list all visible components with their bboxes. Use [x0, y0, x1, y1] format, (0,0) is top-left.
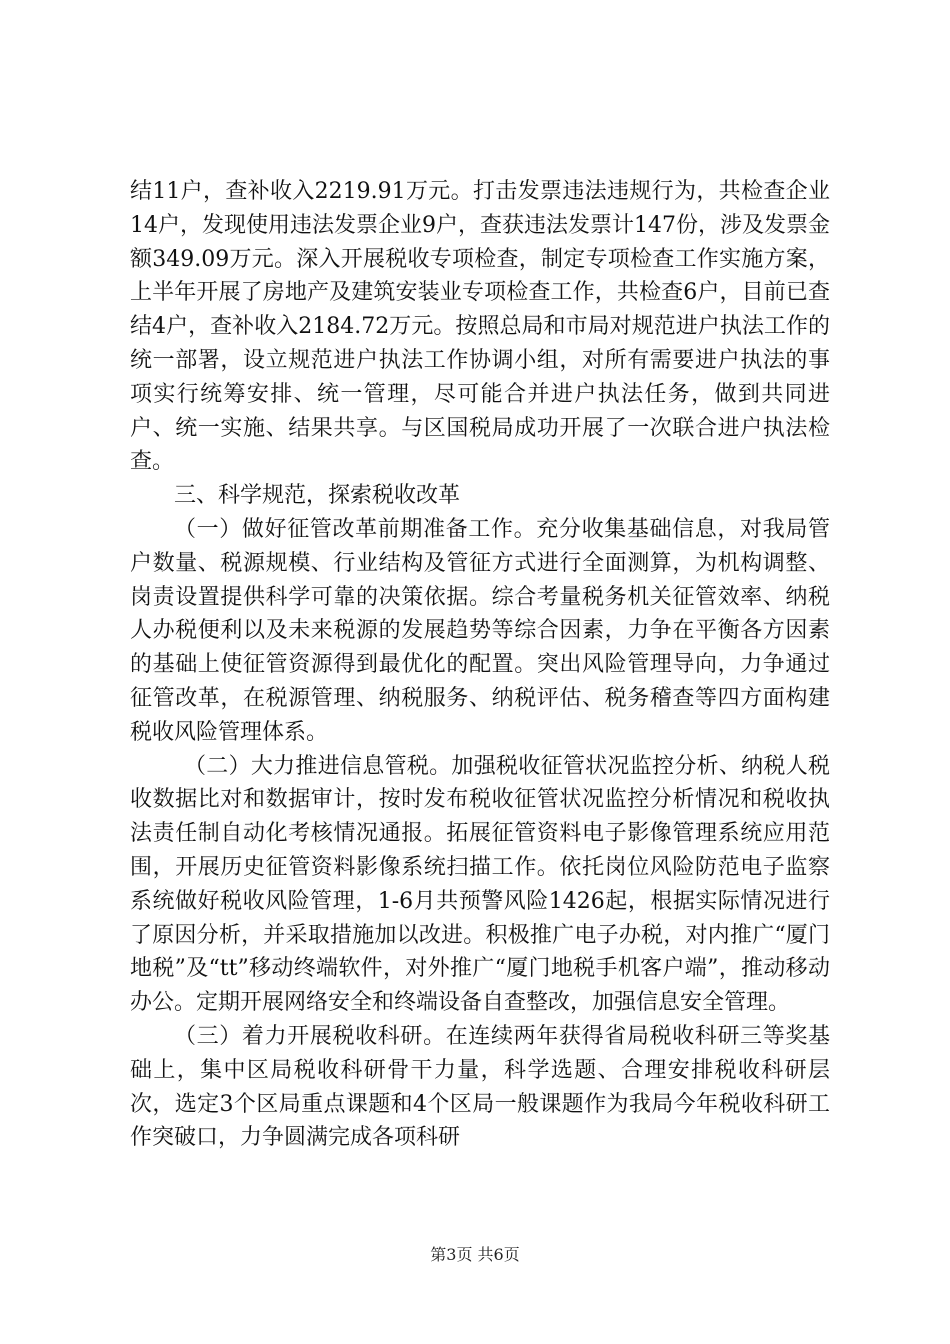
- page-footer: 第3页 共6页: [430, 1245, 520, 1264]
- paragraph-tax-research: （三）着力开展税收科研。在连续两年获得省局税收科研三等奖基础上，集中区局税收科研骨干力量，科学选题、合理安排税收科研层次，选定3个区局重点课题和4个区局一般课题作为我局今年税收科研工作突破口，力争圆满完成各项科研: [130, 1023, 830, 1151]
- document-body: [130, 175, 830, 1155]
- section-heading-reform: 三、科学规范，探索税收改革: [174, 483, 461, 509]
- paragraph-reform-preparation: （一）做好征管改革前期准备工作。充分收集基础信息，对我局管户数量、税源规模、行业结构及管征方式进行全面测算，为机构调整、岗责设置提供科学可靠的决策依据。综合考量税务机关征管效率、纳税人办税便利以及未来税源的发展趋势等综合因素，力争在平衡各方因素的基础上使征管资源得到最优化的配置。突出风险管理导向，力争通过征管改革，在税源管理、纳税服务、纳税评估、税务稽查等四方面构建税收风险管理体系。: [130, 516, 830, 745]
- paragraph-audit-results: 结11户，查补收入2219.91万元。打击发票违法违规行为，共检查企业14户，发现使用违法发票企业9户，查获违法发票计147份，涉及发票金额349.09万元。深入开展税收专项检查，制定专项检查工作实施方案，上半年开展了房地产及建筑安装业专项检查工作，共检查6户，目前已查结4户，查补收入2184.72万元。按照总局和市局对规范进户执法工作的统一部署，设立规范进户执法工作协调小组，对所有需要进户执法的事项实行统筹安排、统一管理，尽可能合并进户执法任务，做到共同进户、统一实施、结果共享。与区国税局成功开展了一次联合进户执法检查。: [130, 179, 830, 475]
- paragraph-information-tax: （二）大力推进信息管税。加强税收征管状况监控分析、纳税人税收数据比对和数据审计，按时发布税收征管状况监控分析情况和税收执法责任制自动化考核情况通报。拓展征管资料电子影像管理系统应用范围，开展历史征管资料影像系统扫描工作。依托岗位风险防范电子监察系统做好税收风险管理，1-6月共预警风险1426起，根据实际情况进行了原因分析，并采取措施加以改进。积极推广电子办税，对内推广“厦门地税”及“tt”移动终端软件，对外推广“厦门地税手机客户端”，推动移动办公。定期开展网络安全和终端设备自查整改，加强信息安全管理。: [130, 753, 830, 1016]
